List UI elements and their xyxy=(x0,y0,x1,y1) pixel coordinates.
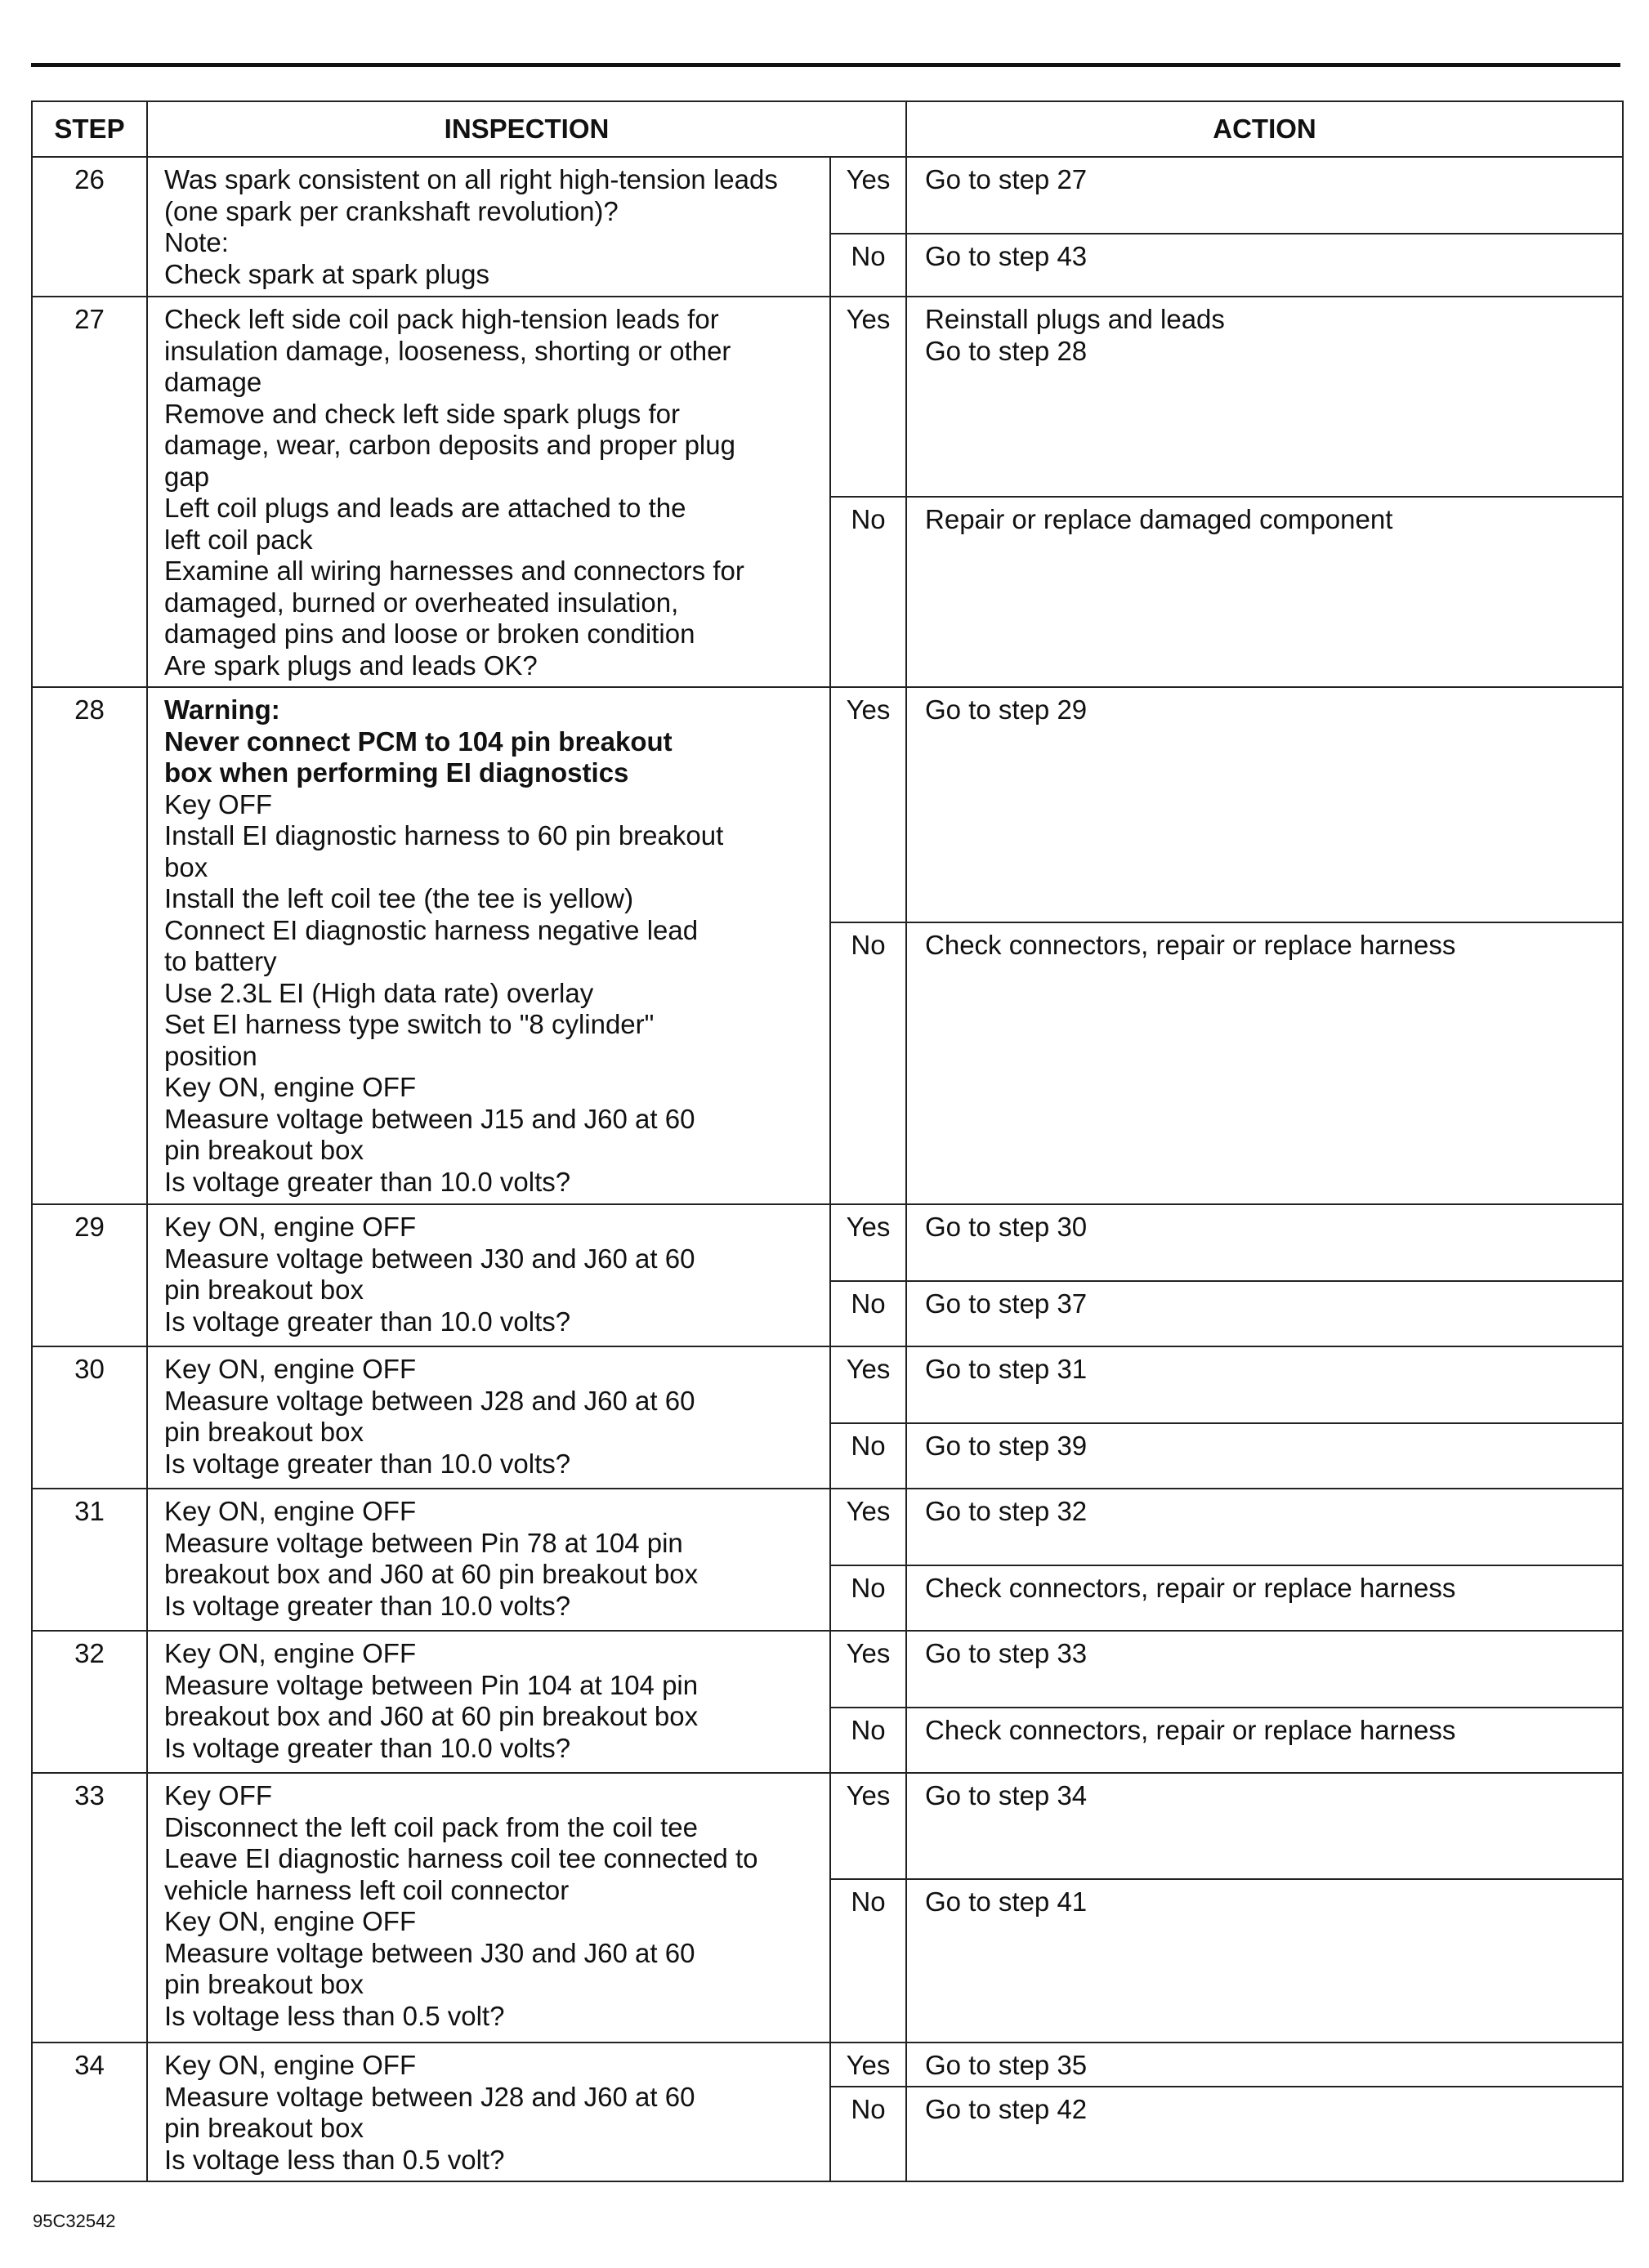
action-no xyxy=(906,1423,1623,1489)
action-no xyxy=(906,922,1623,1204)
inspection-line: pin breakout box xyxy=(164,2113,364,2143)
inspection-text xyxy=(147,1773,830,2043)
inspection-line: Is voltage greater than 10.0 volts? xyxy=(164,1448,571,1479)
inspection-line: Disconnect the left coil pack from the coil tee xyxy=(164,1811,698,1842)
answer-yes: Yes xyxy=(830,1489,906,1565)
step-number: 29 xyxy=(32,1204,147,1346)
inspection-line: Key OFF xyxy=(164,788,273,819)
action-yes xyxy=(906,1631,1623,1708)
figure-id: 95C32542 xyxy=(33,2211,116,2231)
table-row xyxy=(32,687,1623,922)
step-number: 31 xyxy=(32,1489,147,1631)
table-body xyxy=(32,157,1623,2181)
action-line: Go to step 27 xyxy=(925,164,1088,194)
table-row xyxy=(32,2043,1623,2087)
action-line: Go to step 32 xyxy=(925,1496,1088,1526)
action-line: Go to step 31 xyxy=(925,1354,1088,1384)
inspection-line: Key ON, engine OFF xyxy=(164,1354,417,1384)
table-row xyxy=(32,1489,1623,1565)
action-line: Go to step 41 xyxy=(925,1886,1088,1917)
table-row xyxy=(32,157,1623,234)
inspection-line: Leave EI diagnostic harness coil tee connected to xyxy=(164,1843,758,1873)
table-row xyxy=(32,1631,1623,1708)
diagnostic-table xyxy=(31,100,1624,2182)
table-header-row xyxy=(32,101,1623,157)
inspection-line: Key ON, engine OFF xyxy=(164,1496,417,1526)
action-yes xyxy=(906,687,1623,922)
inspection-line: Key ON, engine OFF xyxy=(164,1638,417,1668)
inspection-line: pin breakout box xyxy=(164,1135,364,1165)
action-line: Go to step 39 xyxy=(925,1431,1088,1461)
inspection-text xyxy=(147,1346,830,1489)
action-yes xyxy=(906,1346,1623,1423)
answer-no: No xyxy=(830,497,906,687)
inspection-line: Is voltage less than 0.5 volt? xyxy=(164,2000,505,2031)
warning-line: Never connect PCM to 104 pin breakout xyxy=(164,725,673,757)
inspection-line: Is voltage greater than 10.0 volts? xyxy=(164,1732,571,1763)
action-yes xyxy=(906,1489,1623,1565)
inspection-line: Install the left coil tee (the tee is yellow) xyxy=(164,883,634,913)
action-line: Go to step 42 xyxy=(925,2094,1088,2125)
action-yes xyxy=(906,157,1623,234)
inspection-line: Is voltage less than 0.5 volt? xyxy=(164,2144,505,2175)
answer-yes: Yes xyxy=(830,687,906,922)
action-no xyxy=(906,1565,1623,1631)
step-number: 27 xyxy=(32,297,147,687)
step-number: 34 xyxy=(32,2043,147,2181)
action-no xyxy=(906,1281,1623,1346)
inspection-line: Key ON, engine OFF xyxy=(164,2050,417,2080)
inspection-line: Use 2.3L EI (High data rate) overlay xyxy=(164,977,594,1008)
inspection-line: Remove and check left side spark plugs for xyxy=(164,398,680,429)
inspection-line: damage, wear, carbon deposits and proper plug xyxy=(164,430,735,460)
inspection-line: Measure voltage between Pin 78 at 104 pin xyxy=(164,1527,683,1558)
inspection-line: Measure voltage between J30 and J60 at 60 xyxy=(164,1243,695,1274)
action-yes xyxy=(906,297,1623,497)
answer-no: No xyxy=(830,234,906,297)
inspection-line: breakout box and J60 at 60 pin breakout box xyxy=(164,1559,699,1589)
inspection-line: Measure voltage between J30 and J60 at 60 xyxy=(164,1937,695,1968)
answer-no: No xyxy=(830,1879,906,2043)
action-line: Check connectors, repair or replace harness xyxy=(925,1573,1456,1603)
action-no xyxy=(906,234,1623,297)
action-line: Go to step 28 xyxy=(925,335,1088,366)
answer-yes: Yes xyxy=(830,1631,906,1708)
inspection-line: (one spark per crankshaft revolution)? xyxy=(164,195,619,226)
inspection-line: Set EI harness type switch to "8 cylinder" xyxy=(164,1009,655,1039)
action-line: Go to step 33 xyxy=(925,1638,1088,1668)
inspection-line: damaged pins and loose or broken condition xyxy=(164,618,695,649)
header-step: STEP xyxy=(32,101,147,157)
inspection-line: box xyxy=(164,851,208,882)
inspection-line: Measure voltage between J28 and J60 at 60 xyxy=(164,2081,695,2112)
answer-no: No xyxy=(830,2087,906,2181)
inspection-line: damage xyxy=(164,367,262,397)
action-line: Go to step 34 xyxy=(925,1780,1088,1810)
inspection-line: Key ON, engine OFF xyxy=(164,1212,417,1242)
inspection-text xyxy=(147,1204,830,1346)
inspection-text xyxy=(147,157,830,297)
answer-no: No xyxy=(830,1708,906,1773)
answer-no: No xyxy=(830,1423,906,1489)
inspection-line: Install EI diagnostic harness to 60 pin breakout xyxy=(164,820,724,850)
action-line: Check connectors, repair or replace harness xyxy=(925,930,1456,960)
inspection-text xyxy=(147,2043,830,2181)
inspection-line: vehicle harness left coil connector xyxy=(164,1874,570,1905)
action-line: Go to step 35 xyxy=(925,2050,1088,2080)
inspection-line: Key OFF xyxy=(164,1780,273,1810)
inspection-text xyxy=(147,1631,830,1773)
action-line: Go to step 43 xyxy=(925,241,1088,271)
header-action: ACTION xyxy=(906,101,1623,157)
inspection-line: Examine all wiring harnesses and connectors for xyxy=(164,556,744,586)
inspection-line: Connect EI diagnostic harness negative lead xyxy=(164,914,699,945)
step-number: 28 xyxy=(32,687,147,1204)
inspection-text xyxy=(147,687,830,1204)
inspection-line: Is voltage greater than 10.0 volts? xyxy=(164,1306,571,1337)
action-line: Go to step 29 xyxy=(925,694,1088,725)
action-line: Check connectors, repair or replace harness xyxy=(925,1715,1456,1745)
answer-yes: Yes xyxy=(830,1773,906,1879)
answer-yes: Yes xyxy=(830,2043,906,2087)
table-row xyxy=(32,1346,1623,1423)
answer-yes: Yes xyxy=(830,157,906,234)
step-number: 26 xyxy=(32,157,147,297)
action-yes xyxy=(906,2043,1623,2087)
inspection-line: Check left side coil pack high-tension leads for xyxy=(164,304,719,334)
inspection-line: pin breakout box xyxy=(164,1969,364,1999)
table-row xyxy=(32,297,1623,497)
inspection-line: Is voltage greater than 10.0 volts? xyxy=(164,1166,571,1197)
action-no xyxy=(906,497,1623,687)
table-row xyxy=(32,1773,1623,1879)
top-rule xyxy=(31,63,1620,67)
inspection-text xyxy=(147,297,830,687)
inspection-line: Check spark at spark plugs xyxy=(164,258,490,289)
action-yes xyxy=(906,1204,1623,1281)
step-number: 30 xyxy=(32,1346,147,1489)
inspection-line: Measure voltage between Pin 104 at 104 pin xyxy=(164,1669,699,1700)
inspection-line: to battery xyxy=(164,946,277,976)
action-line: Reinstall plugs and leads xyxy=(925,304,1225,334)
inspection-line: Left coil plugs and leads are attached to the xyxy=(164,493,686,523)
action-no xyxy=(906,1708,1623,1773)
step-number: 33 xyxy=(32,1773,147,2043)
inspection-line: pin breakout box xyxy=(164,1275,364,1305)
answer-yes: Yes xyxy=(830,1204,906,1281)
answer-yes: Yes xyxy=(830,297,906,497)
action-line: Repair or replace damaged component xyxy=(925,504,1393,535)
inspection-line: Is voltage greater than 10.0 volts? xyxy=(164,1590,571,1621)
warning-line: box when performing EI diagnostics xyxy=(164,757,629,788)
step-number: 32 xyxy=(32,1631,147,1773)
action-no xyxy=(906,1879,1623,2043)
inspection-line: position xyxy=(164,1040,257,1071)
inspection-line: Measure voltage between J28 and J60 at 60 xyxy=(164,1385,695,1416)
inspection-line: insulation damage, looseness, shorting or other xyxy=(164,335,731,366)
action-no xyxy=(906,2087,1623,2181)
answer-no: No xyxy=(830,922,906,1204)
answer-no: No xyxy=(830,1281,906,1346)
inspection-line: Note: xyxy=(164,227,229,257)
action-yes xyxy=(906,1773,1623,1879)
action-line: Go to step 30 xyxy=(925,1212,1088,1242)
inspection-line: pin breakout box xyxy=(164,1417,364,1447)
header-inspection: INSPECTION xyxy=(147,101,906,157)
inspection-line: gap xyxy=(164,461,210,492)
inspection-line: damaged, burned or overheated insulation, xyxy=(164,587,679,618)
inspection-line: breakout box and J60 at 60 pin breakout box xyxy=(164,1701,699,1731)
inspection-line: Key ON, engine OFF xyxy=(164,1072,417,1102)
inspection-line: left coil pack xyxy=(164,524,313,555)
inspection-line: Key ON, engine OFF xyxy=(164,1906,417,1936)
action-line: Go to step 37 xyxy=(925,1288,1088,1319)
answer-no: No xyxy=(830,1565,906,1631)
answer-yes: Yes xyxy=(830,1346,906,1423)
inspection-line: Are spark plugs and leads OK? xyxy=(164,650,538,681)
table-row xyxy=(32,1204,1623,1281)
inspection-line: Was spark consistent on all right high-tension leads xyxy=(164,164,778,194)
warning-line: Warning: xyxy=(164,694,280,725)
inspection-line: Measure voltage between J15 and J60 at 60 xyxy=(164,1103,695,1134)
inspection-text xyxy=(147,1489,830,1631)
